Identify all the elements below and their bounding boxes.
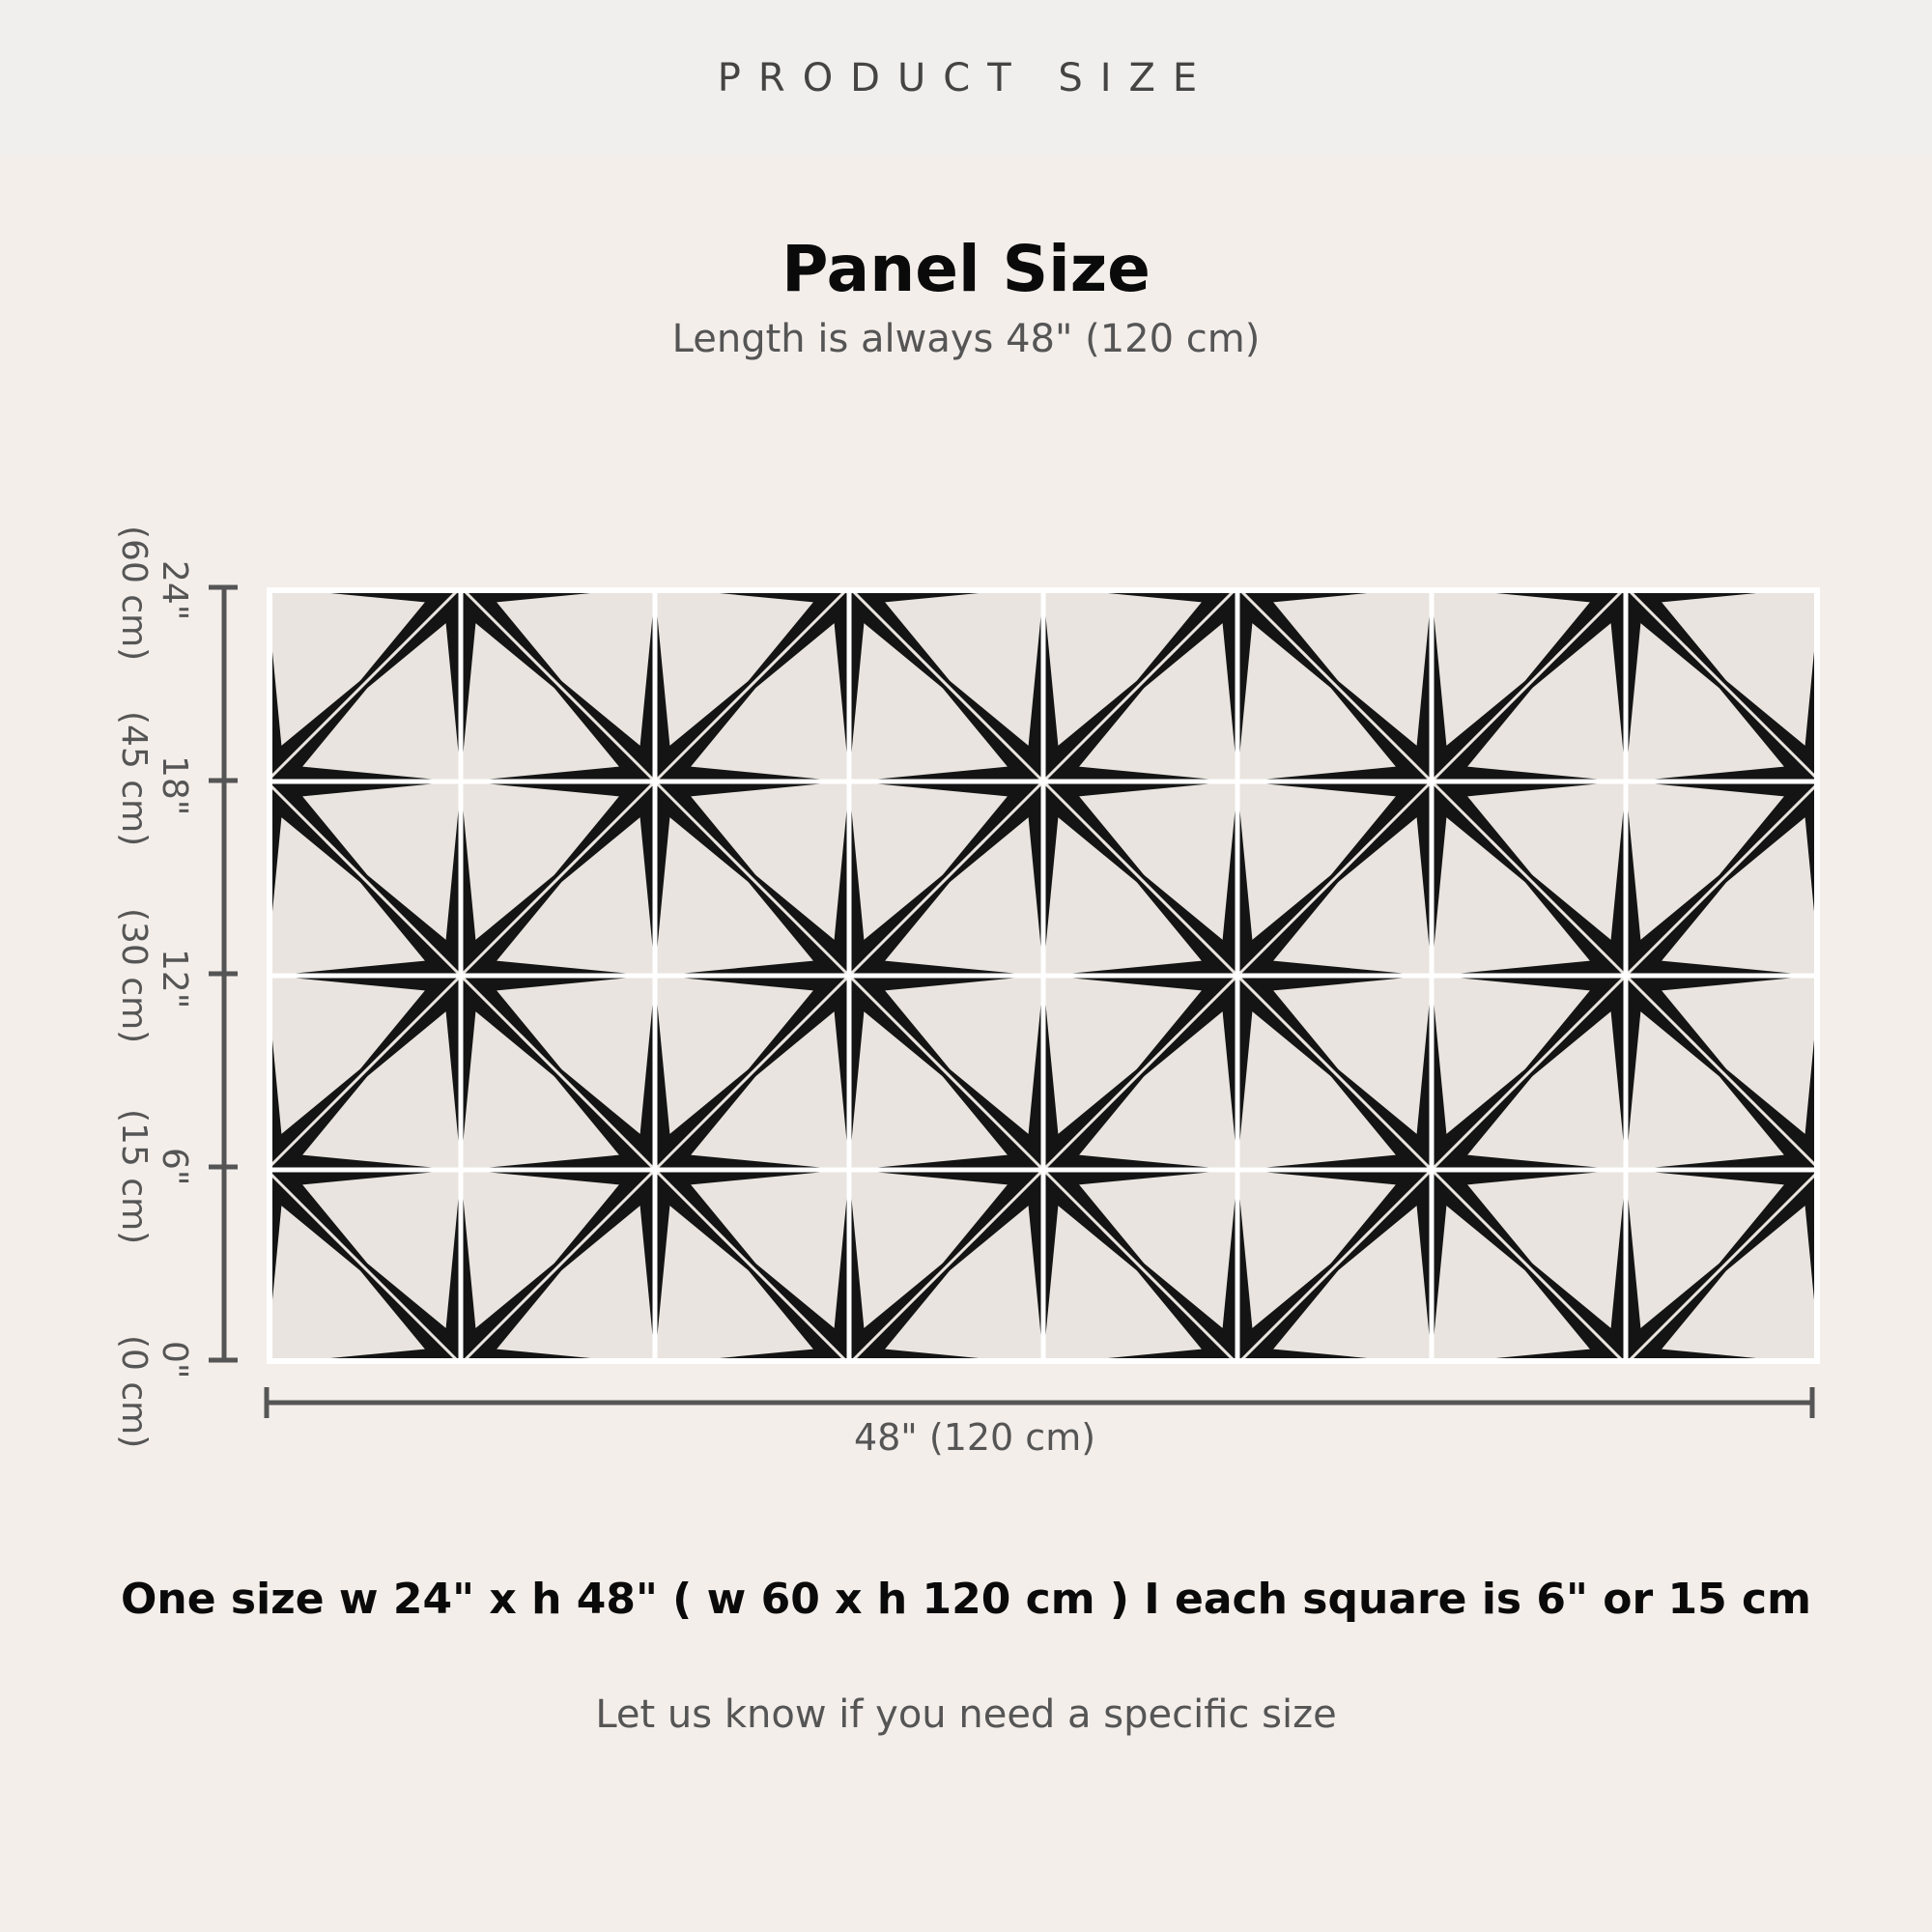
custom-size-note: Let us know if you need a specific size (595, 1692, 1337, 1737)
axis-label-6-inch: 6" (155, 1148, 194, 1186)
axis-label-0-cm: (0 cm) (114, 1335, 154, 1449)
axis-label-18-inch: 18" (155, 755, 194, 816)
axis-label-24-inch: 24" (155, 560, 194, 621)
axis-label-15-cm: (15 cm) (114, 1109, 154, 1245)
page-header-title: PRODUCT SIZE (717, 56, 1215, 100)
axis-label-30-cm: (30 cm) (114, 908, 154, 1044)
size-summary: One size w 24" x h 48" ( w 60 x h 120 cm ) I each square is 6" or 15 cm (121, 1575, 1811, 1624)
axis-label-0-inch: 0" (155, 1341, 194, 1379)
panel-subtitle: Length is always 48" (120 cm) (671, 317, 1261, 361)
horizontal-axis-label: 48" (120 cm) (853, 1416, 1096, 1459)
axis-label-45-cm: (45 cm) (114, 711, 154, 847)
panel-title: Panel Size (781, 232, 1151, 306)
axis-label-12-inch: 12" (155, 949, 194, 1009)
axis-label-60-cm: (60 cm) (114, 526, 154, 662)
